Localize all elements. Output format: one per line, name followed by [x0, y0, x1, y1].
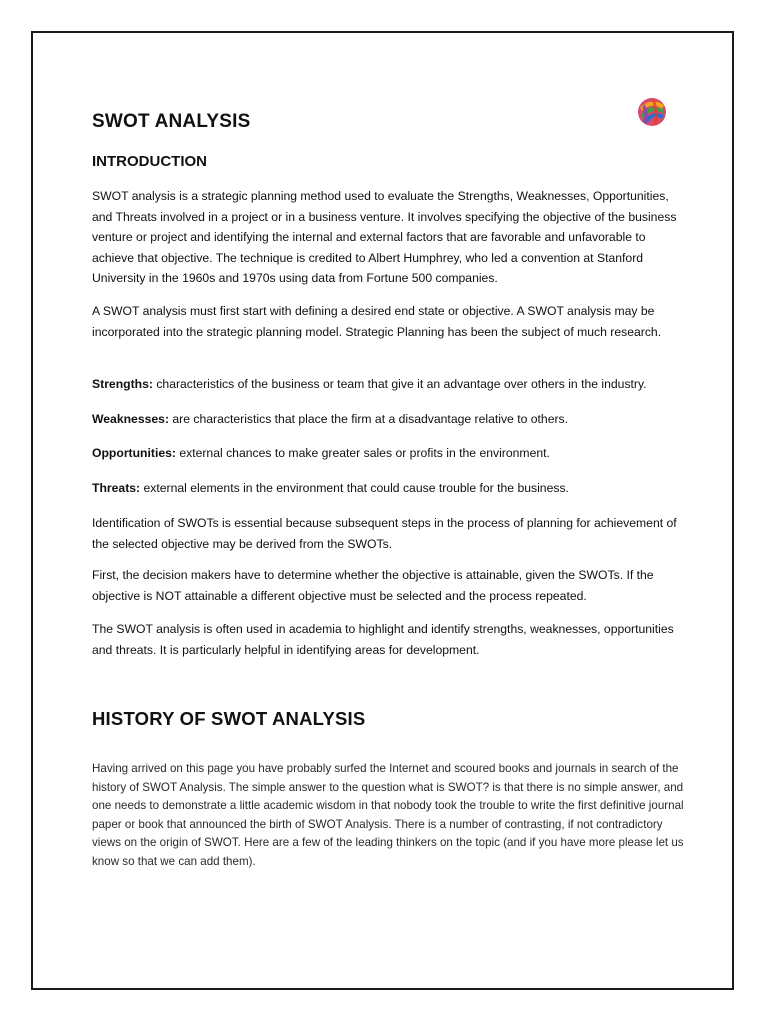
weaknesses-text: are characteristics that place the firm at a disadvantage relative to others.: [169, 412, 569, 426]
intro-paragraph-1: SWOT analysis is a strategic planning method used to evaluate the Strengths, Weaknesses, Opportunities, and Threats involved in a project or in a business venture. It involves specifying the objective of the business venture or project and identifying the internal and external factors that are favorable and unfavorable to achieve that objective. The technique is credited to Albert Humphrey, who led a convention at Stanford University in the 1960s and 1970s using data from Fortune 500 companies.: [92, 189, 677, 285]
strengths-label: Strengths:: [92, 377, 153, 391]
history-heading: HISTORY OF SWOT ANALYSIS: [92, 708, 366, 729]
intro-paragraph-2: A SWOT analysis must first start with defining a desired end state or objective. A SWOT analysis may be incorporated into the strategic planning model. Strategic Planning has been the subject of much research.: [92, 304, 662, 339]
threats-text: external elements in the environment that could cause trouble for the business.: [140, 481, 569, 495]
introduction-heading: INTRODUCTION: [92, 153, 207, 170]
opportunities-label: Opportunities:: [92, 446, 176, 460]
decision-makers-paragraph: First, the decision makers have to determine whether the objective is attainable, given the SWOTs. If the objective is NOT attainable a different objective must be selected and the process repeated.: [92, 568, 654, 603]
identification-paragraph: Identification of SWOTs is essential because subsequent steps in the process of planning for achievement of the selected objective may be derived from the SWOTs.: [92, 516, 677, 551]
academia-paragraph: The SWOT analysis is often used in academia to highlight and identify strengths, weaknesses, opportunities and threats. It is particularly helpful in identifying areas for development.: [92, 622, 674, 657]
opportunities-paragraph: [92, 443, 682, 464]
opportunities-text: external chances to make greater sales or profits in the environment.: [175, 446, 550, 460]
weaknesses-paragraph: [92, 409, 682, 430]
weaknesses-label: Weaknesses:: [92, 412, 170, 426]
history-paragraph: Having arrived on this page you have probably surfed the Internet and scoured books and journals in search of the history of SWOT Analysis. The simple answer to the question what is SWOT? is that there is no simple answer, and one needs to demonstrate a little academic wisdom in that nobody took the trouble to write the first definitive journal paper or book that announced the birth of SWOT Analysis. There is a number of contrasting, if not contradictory views on the origin of SWOT. Here are a few of the leading thinkers on the topic (and if you have more please let us know so that we can add them).: [92, 762, 684, 868]
colorful-globe-logo-icon: [635, 95, 669, 129]
document-title: SWOT ANALYSIS: [92, 111, 251, 132]
strengths-text: characteristics of the business or team that give it an advantage over others in the industry.: [152, 377, 647, 391]
strengths-paragraph: [92, 374, 682, 395]
threats-paragraph: [92, 478, 682, 499]
threats-label: Threats:: [92, 481, 141, 495]
page-frame: [31, 31, 734, 990]
